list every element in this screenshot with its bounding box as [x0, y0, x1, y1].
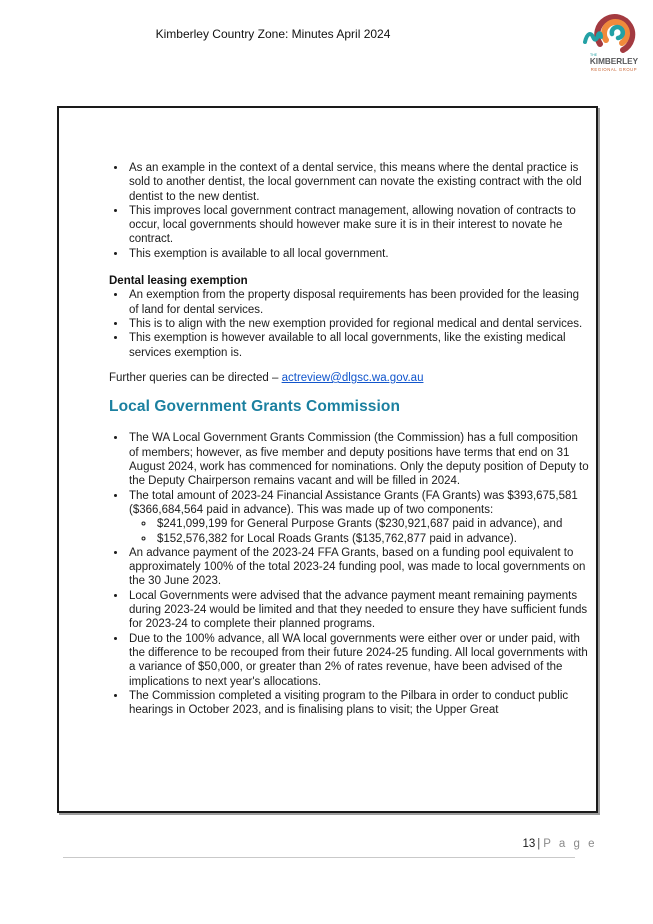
page-title: Kimberley Country Zone: Minutes April 2024 — [155, 27, 391, 41]
further-queries-line — [109, 371, 589, 385]
list-item-text: Due to the 100% advance, all WA local governments were either over or under paid, with the difference to be recouped from their future 2024-25 funding. All local governments with a variance of $50,000, or greater than 2% of rates revenue, have been advised of the implications to next year's allocations. — [129, 632, 588, 688]
list-item-text: The total amount of 2023-24 Financial Assistance Grants (FA Grants) was $393,675,581 ($366,684,564 paid in advance). This was made up of two components: — [129, 489, 578, 516]
list-item — [155, 517, 589, 531]
content-box — [57, 106, 598, 813]
list-item-text: $152,576,382 for Local Roads Grants ($135,762,877 paid in advance). — [157, 532, 517, 545]
list-item-text: $241,099,199 for General Purpose Grants ($230,921,687 paid in advance), and — [157, 518, 563, 531]
dental-bullet-list — [109, 288, 589, 359]
list-item-text: This exemption is available to all local government. — [129, 247, 389, 260]
list-item — [127, 317, 589, 331]
kimberley-regional-group-logo — [583, 8, 645, 76]
list-item — [127, 247, 589, 261]
list-item — [127, 546, 589, 589]
list-item-text: This exemption is however available to all local governments, like the existing medical services exemption is. — [129, 332, 566, 359]
grants-commission-heading: Local Government Grants Commission — [109, 398, 401, 416]
footer-number: 13 — [522, 838, 536, 850]
list-item — [127, 689, 589, 718]
footer-page-label: P a g e — [543, 838, 597, 850]
logo-swirl-icon — [583, 8, 645, 76]
list-item — [127, 204, 589, 247]
list-item-text: This is to align with the new exemption provided for regional medical and dental services. — [129, 317, 583, 330]
dental-leasing-heading: Dental leasing exemption — [109, 275, 248, 288]
list-item — [127, 489, 589, 546]
list-item — [127, 589, 589, 632]
intro-bullet-list — [109, 161, 589, 261]
list-item — [127, 161, 589, 204]
svg-text:KIMBERLEY: KIMBERLEY — [589, 57, 639, 66]
list-item-text: An advance payment of the 2023-24 FFA Grants, based on a funding pool equivalent to approximately 100% of the total 2023-24 funding pool, was made to local governments on the 30 June 2023. — [129, 546, 586, 588]
list-item — [127, 331, 589, 360]
list-item — [155, 532, 589, 546]
content-box-inner — [59, 108, 596, 717]
footer-separator: | — [537, 838, 541, 850]
footer-divider — [63, 857, 575, 858]
list-item-text: The WA Local Government Grants Commission (the Commission) has a full composition of members; however, as five member and deputy positions have terms that end on 31 August 2024, work has commenced for nominations. Only the deputy position of Deputy to the Deputy Chairperson remains vacant and will be filled in 2024. — [129, 432, 589, 488]
svg-text:THE: THE — [590, 53, 598, 57]
list-item-text: An exemption from the property disposal requirements has been provided for the leasing of land for dental services. — [129, 289, 580, 316]
list-item — [127, 288, 589, 317]
grants-sub-bullet-list — [129, 517, 589, 546]
list-item — [127, 431, 589, 488]
list-item-text: Local Governments were advised that the advance payment meant remaining payments during 2023-24 would be limited and that they needed to ensure they have sufficient funds for 2023-24 to complete their planned programs. — [129, 589, 588, 631]
email-link[interactable]: actreview@dlgsc.wa.gov.au — [281, 371, 424, 384]
svg-text:REGIONAL GROUP: REGIONAL GROUP — [590, 67, 638, 72]
list-item-text: As an example in the context of a dental service, this means where the dental practice is sold to another dentist, the local government can novate the existing contract with the old dentist to the new dentist. — [129, 162, 582, 203]
further-queries-text: Further queries can be directed – — [109, 371, 282, 384]
list-item — [127, 632, 589, 689]
list-item-text: This improves local government contract management, allowing novation of contracts to occur, local governments should however make sure it is in their interest to novate he contract. — [129, 204, 576, 246]
grants-bullet-list — [109, 431, 589, 717]
list-item-text: The Commission completed a visiting program to the Pilbara in order to conduct public hearings in October 2023, and is finalising plans to visit; the Upper Great — [129, 689, 569, 717]
footer-page-number — [0, 838, 597, 850]
